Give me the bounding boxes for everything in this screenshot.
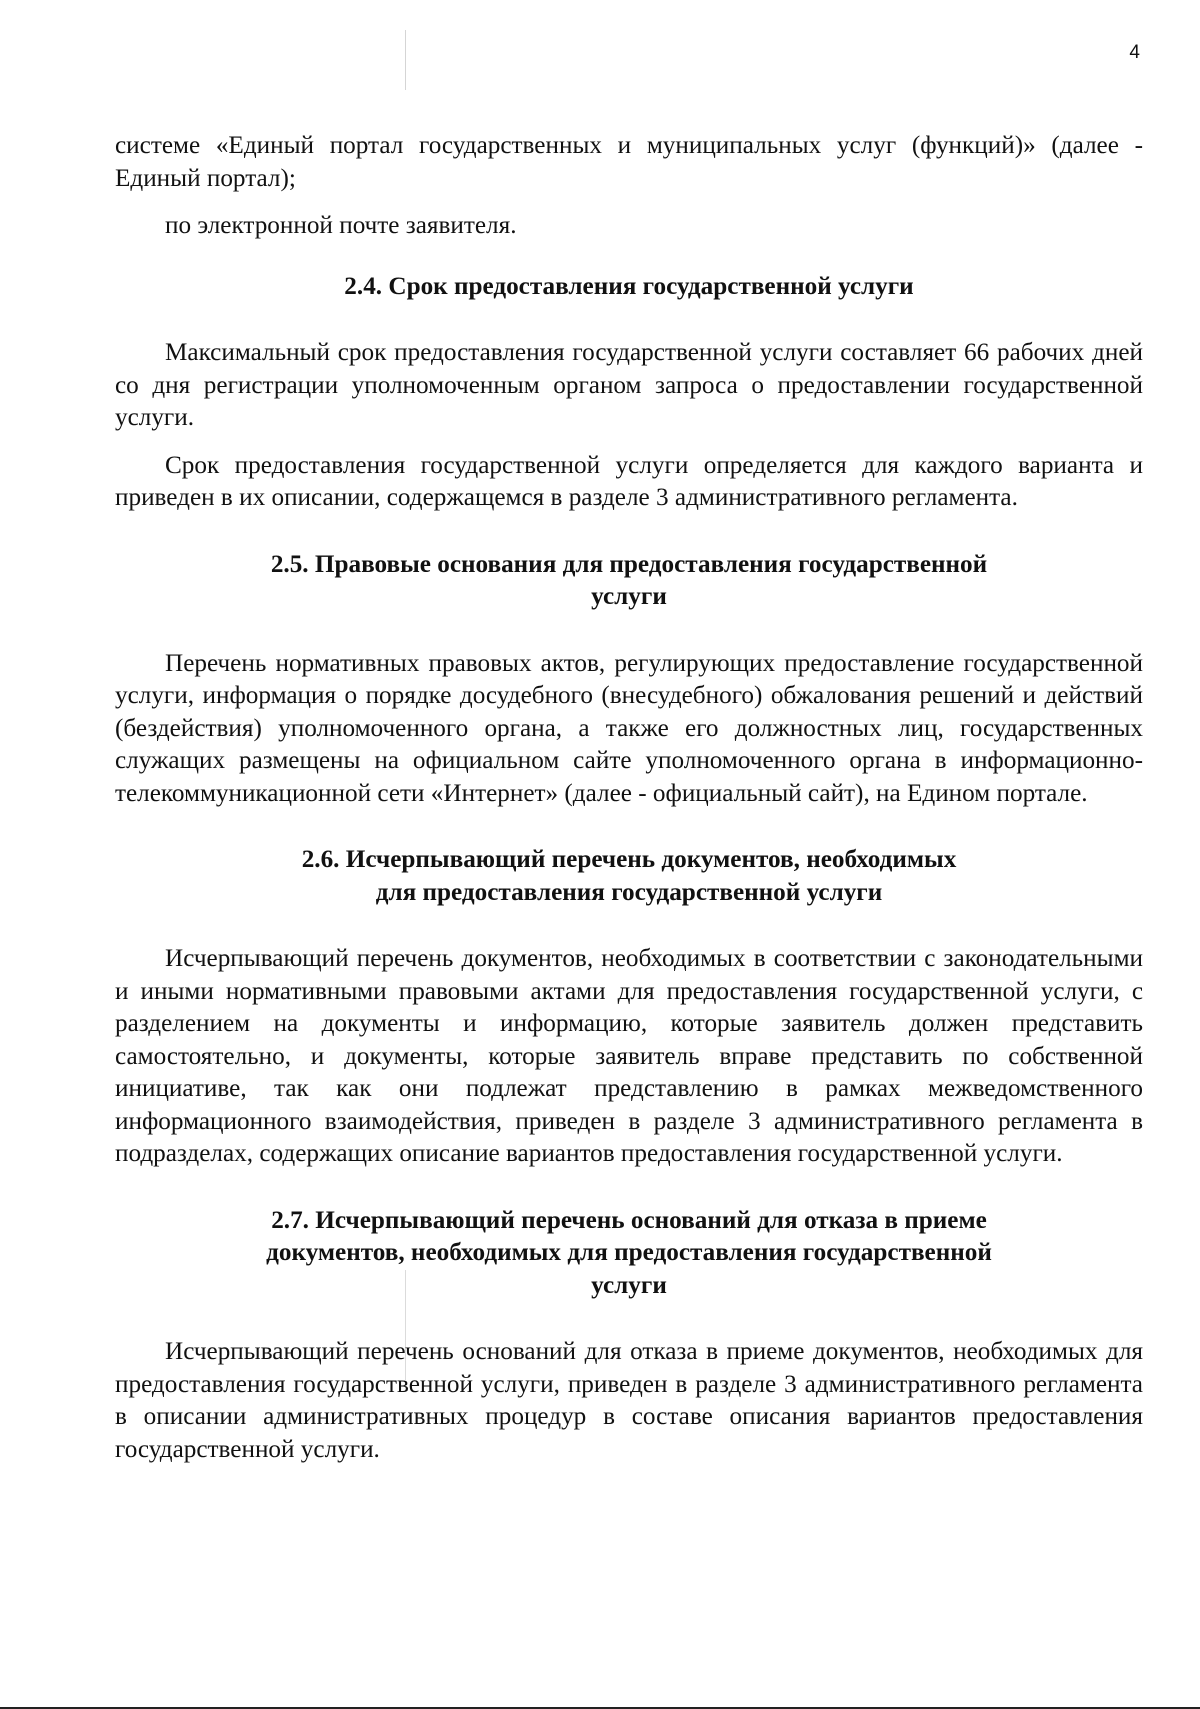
document-body [115, 130, 1143, 1481]
section-paragraph: Срок предоставления государственной услуги определяется для каждого варианта и приведен в их описании, содержащемся в разделе 3 административного регламента. [115, 451, 1143, 511]
heading-line: 2.7. Исчерпывающий перечень оснований для отказа в приеме [271, 1206, 987, 1234]
section-paragraph: Исчерпывающий перечень оснований для отказа в приеме документов, необходимых для предоставления государственной услуги, приведен в разделе 3 административного регламента в описании административных процедур в составе описания вариантов предоставления государственной услуги. [115, 1338, 1143, 1463]
page-number: 4 [1129, 42, 1140, 63]
section-heading [115, 271, 1143, 304]
section-paragraph: Максимальный срок предоставления государственной услуги составляет 66 рабочих дней со дня регистрации уполномоченным органом запроса о предоставлении государственной услуги. [115, 339, 1143, 431]
intro-paragraph: системе «Единый портал государственных и муниципальных услуг (функций)» (далее - Единый портал); [115, 132, 1143, 192]
section-paragraph: Исчерпывающий перечень документов, необходимых в соответствии с законодательными и иными нормативными правовыми актами для предоставления государственной услуги, с разделением на документы и информацию, которые заявитель должен представить самостоятельно, и документы, которые заявитель вправе представить по собственной инициативе, так как они подлежат представлению в рамках межведомственного информационного взаимодействия, приведен в разделе 3 административного регламента в подразделах, содержащих описание вариантов предоставления государственной услуги. [115, 945, 1143, 1167]
heading-line: услуги [591, 583, 667, 610]
heading-line: 2.6. Исчерпывающий перечень документов, необходимых [301, 846, 957, 873]
scan-artifact [405, 30, 406, 90]
intro-paragraph: по электронной почте заявителя. [165, 212, 517, 239]
heading-line: услуги [591, 1271, 667, 1299]
section-heading [115, 1205, 1143, 1303]
heading-line: документов, необходимых для предоставления государственной [266, 1239, 992, 1266]
heading-line: 2.5. Правовые основания для предоставления государственной [270, 550, 988, 578]
section-heading [115, 844, 1143, 909]
section-paragraph: Перечень нормативных правовых актов, регулирующих предоставление государственной услуги, информация о порядке досудебного (внесудебного) обжалования решений и действий (бездействия) уполномоченного органа, а также его должностных лиц, государственных служащих размещены на официальном сайте уполномоченного органа в информационно-телекоммуникационной сети «Интернет» (далее - официальный сайт), на Едином портале. [115, 649, 1143, 807]
section-heading [115, 549, 1143, 614]
heading-line: для предоставления государственной услуги [375, 878, 883, 906]
heading-line: 2.4. Срок предоставления государственной услуги [344, 272, 914, 300]
